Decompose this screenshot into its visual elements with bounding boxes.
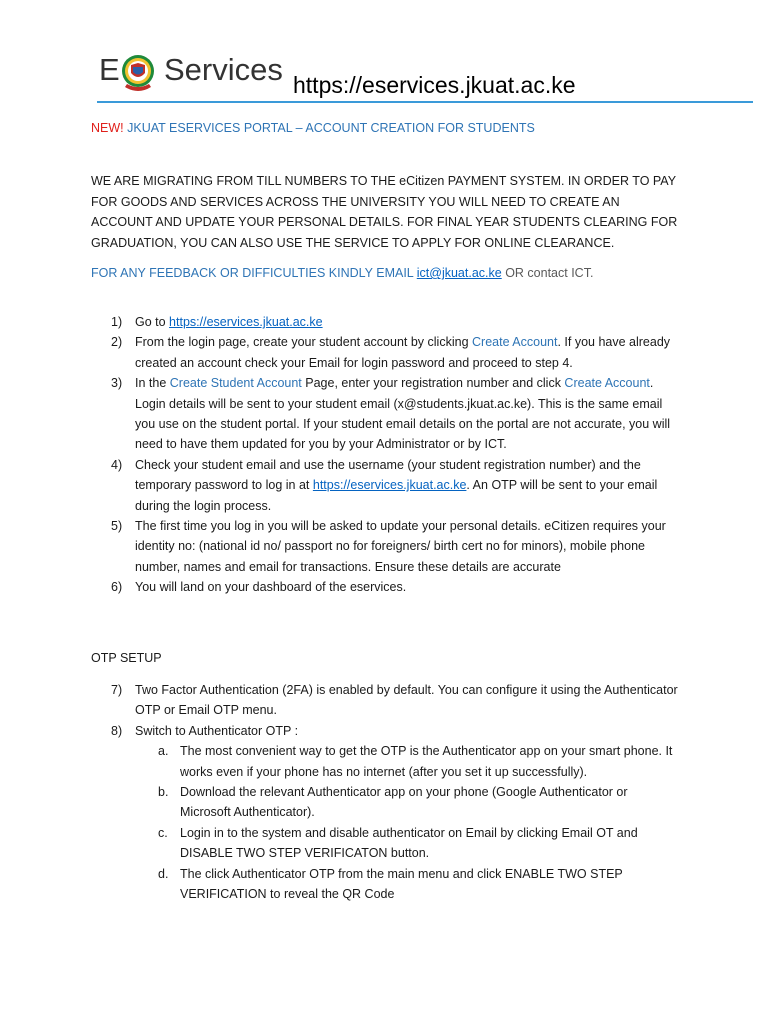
- substep-text: Download the relevant Authenticator app on your phone (Google Authenticator or Microsoft Authenticator).: [180, 785, 628, 820]
- substep-letter: d.: [158, 866, 169, 881]
- list-item: [91, 455, 681, 516]
- site-url: https://eservices.jkuat.ac.ke: [293, 72, 576, 98]
- step-number: 4): [111, 457, 123, 472]
- step-number: 6): [111, 580, 123, 595]
- feedback-prefix: FOR ANY FEEDBACK OR DIFFICULTIES KINDLY EMAIL: [91, 266, 417, 280]
- step-number: 8): [111, 723, 123, 738]
- list-item: [91, 577, 681, 597]
- logo-services-text: Services: [164, 52, 283, 87]
- step-text: Go to: [135, 315, 170, 329]
- list-item: [135, 741, 681, 782]
- step-text: . Login details will be sent to your student email (x@students.jkuat.ac.ke). This is the same email you use on the student portal. If your student email details on the portal are not accurate, you will need to have them updated for you by your Administrator or by ICT.: [135, 376, 671, 452]
- step-text: Check your student email and use the username (your student registration number) and the temporary password to log in at: [135, 457, 641, 493]
- logo-letter-e: E: [99, 52, 120, 87]
- step-number: 5): [111, 519, 123, 534]
- list-item: [91, 312, 681, 332]
- substep-text: The click Authenticator OTP from the main menu and click ENABLE TWO STEP VERIFICATION to reveal the QR Code: [180, 866, 623, 902]
- eservices-link[interactable]: https://eservices.jkuat.ac.ke: [312, 478, 467, 493]
- step-text: . An OTP will be sent to your email during the login process.: [135, 478, 658, 513]
- list-item: [135, 782, 681, 823]
- substep-text: Login in to the system and disable authenticator on Email by clicking Email OT and DISABLE TWO STEP VERIFICATON button.: [180, 825, 638, 861]
- step-number: 3): [111, 376, 123, 391]
- list-item: [91, 516, 681, 577]
- create-account-highlight: Create Account: [472, 335, 558, 350]
- list-item: [135, 823, 681, 864]
- create-account-highlight: Create Account: [564, 376, 650, 391]
- substep-letter: c.: [158, 825, 168, 840]
- list-item: [91, 721, 681, 905]
- account-steps-list: [91, 312, 681, 598]
- substep-text: The most convenient way to get the OTP is the Authenticator app on your smart phone. It works even if your phone has no internet (after you set it up successfully).: [180, 744, 673, 779]
- eservices-link[interactable]: https://eservices.jkuat.ac.ke: [169, 315, 323, 329]
- step-text: Switch to Authenticator OTP :: [135, 723, 299, 738]
- new-label: NEW!: [91, 121, 124, 135]
- otp-setup-heading: OTP SETUP: [91, 651, 162, 665]
- step-text: . If you have already created an account check your Email for login password and proceed to step 4.: [135, 335, 671, 370]
- list-item: [135, 864, 681, 905]
- step-number: 7): [111, 683, 123, 697]
- substep-letter: a.: [158, 744, 169, 759]
- step-text: Page, enter your registration number and click: [301, 376, 565, 391]
- intro-paragraph: WE ARE MIGRATING FROM TILL NUMBERS TO THE eCitizen PAYMENT SYSTEM. IN ORDER TO PAY FOR GOODS AND SERVICES ACROSS THE UNIVERSITY YOU WILL NEED TO CREATE AN ACCOUNT AND UPDATE YOUR PERSONAL DETAILS. FOR FINAL YEAR STUDENTS CLEARING FOR GRADUATION, YOU CAN ALSO USE THE SERVICE TO APPLY FOR ONLINE CLEARANCE.: [91, 174, 678, 250]
- authenticator-substeps: [135, 741, 681, 904]
- list-item: [91, 332, 681, 373]
- feedback-paragraph: [91, 263, 681, 284]
- step-text: Two Factor Authentication (2FA) is enabled by default. You can configure it using the Authenticator OTP or Email OTP menu.: [135, 683, 678, 718]
- document-title: [91, 121, 535, 135]
- step-number: 2): [111, 335, 123, 350]
- feedback-suffix: OR contact ICT.: [501, 266, 594, 280]
- feedback-email-link[interactable]: ict@jkuat.ac.ke: [416, 266, 502, 280]
- step-text: You will land on your dashboard of the eservices.: [135, 580, 407, 595]
- header: [97, 44, 753, 106]
- step-text: From the login page, create your student account by clicking: [135, 335, 472, 350]
- otp-steps-list: [91, 680, 681, 904]
- step-text: In the: [135, 376, 170, 391]
- step-text: The first time you log in you will be asked to update your personal details. eCitizen requires your identity no: (national id no/ passport no for foreigners/ birth cert no for minors), mobile phone number, names and email for transactions. Ensure these details are accurate: [135, 519, 666, 574]
- university-seal-icon: [119, 51, 157, 97]
- title-text: JKUAT ESERVICES PORTAL – ACCOUNT CREATION FOR STUDENTS: [123, 121, 535, 135]
- step-number: 1): [111, 315, 123, 329]
- list-item: [91, 680, 681, 721]
- header-divider: [97, 101, 753, 103]
- substep-letter: b.: [158, 785, 169, 800]
- create-student-account-highlight: Create Student Account: [169, 376, 302, 391]
- list-item: [91, 373, 681, 455]
